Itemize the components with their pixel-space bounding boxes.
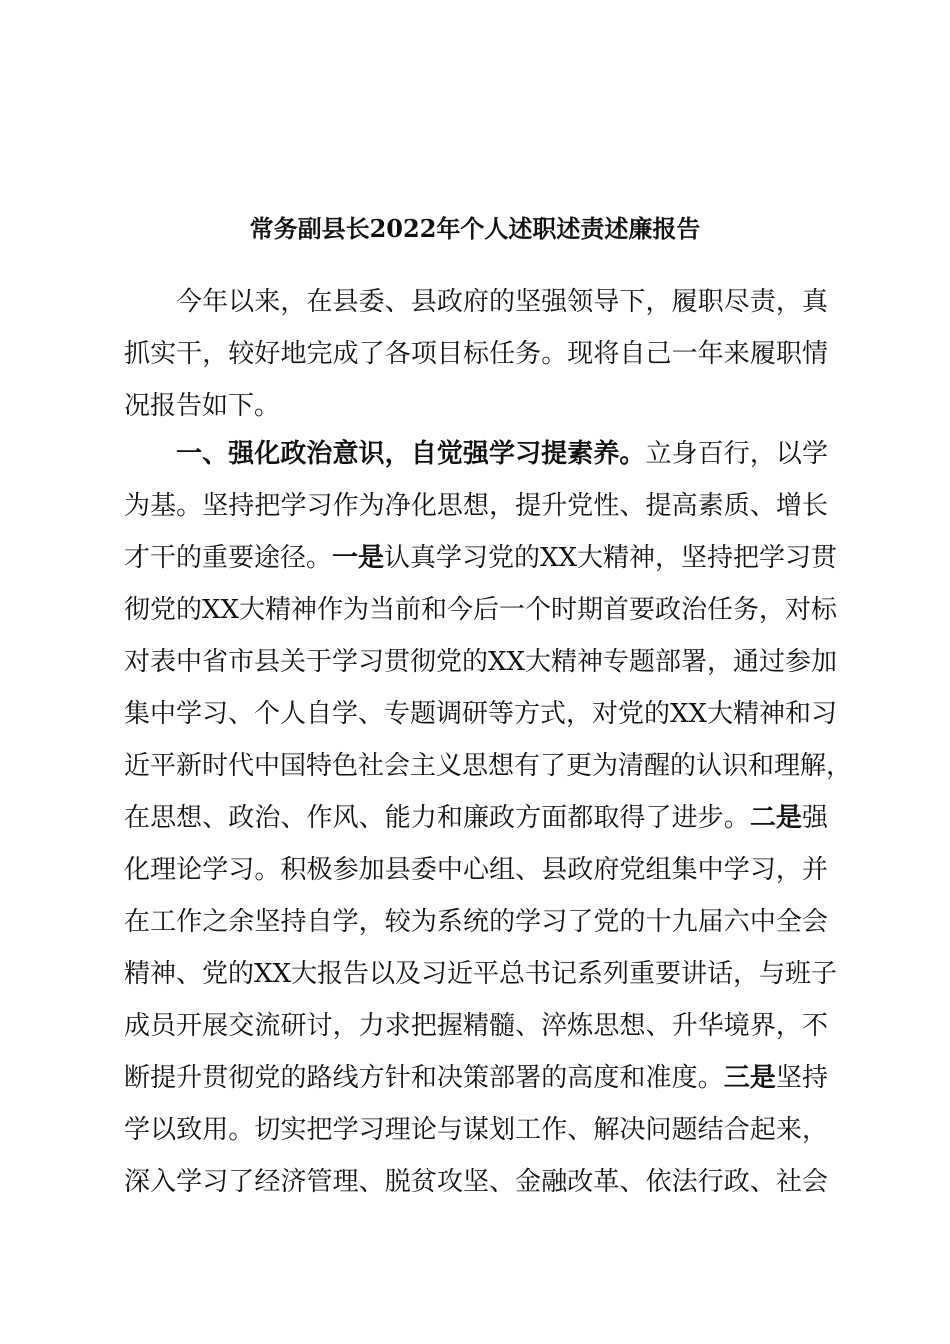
text-run: 坚持 (775, 1063, 828, 1093)
paragraph-line: 化理论学习。积极参加县委中心组、县政府党组集中学习，并 (124, 855, 828, 885)
emphasis-label: 三是 (723, 1063, 776, 1093)
paragraph-line: 成员开展交流研讨，力求把握精髓、淬炼思想、升华境界，不 (124, 1011, 828, 1041)
paragraph-line (124, 1058, 828, 1098)
paragraph-line (124, 538, 838, 578)
paragraph-line: 况报告如下。 (124, 391, 281, 421)
paragraph-line: 集中学习、个人自学、专题调研等方式，对党的XX大精神和习 (124, 699, 838, 729)
paragraph-line: 在工作之余坚持自学，较为系统的学习了党的十九届六中全会 (124, 907, 828, 937)
emphasis-label: 一是 (332, 543, 385, 573)
paragraph-line: 今年以来，在县委、县政府的坚强领导下，履职尽责，真 (176, 287, 828, 317)
paragraph-line: 对表中省市县关于学习贯彻党的XX大精神专题部署，通过参加 (124, 647, 838, 677)
text-run: 认真学习党的XX大精神，坚持把学习贯 (384, 543, 838, 573)
text-run: 断提升贯彻党的路线方针和决策部署的高度和准度。 (124, 1063, 724, 1093)
paragraph-line: 学以致用。切实把学习理论与谋划工作、解决问题结合起来， (124, 1115, 828, 1145)
paragraph-line: 近平新时代中国特色社会主义思想有了更为清醒的认识和理解， (124, 751, 853, 781)
paragraph-line: 彻党的XX大精神作为当前和今后一个时期首要政治任务，对标 (124, 595, 838, 625)
section-1-line-1 (176, 434, 828, 474)
paragraph-line: 精神、党的XX大报告以及习近平总书记系列重要讲话，与班子 (124, 959, 838, 989)
text-run: 立身百行，以学 (645, 439, 828, 469)
paragraph-line: 深入学习了经济管理、脱贫攻坚、金融改革、依法行政、社会 (124, 1167, 828, 1197)
paragraph-line: 为基。坚持把学习作为净化思想，提升党性、提高素质、增长 (124, 491, 828, 521)
emphasis-label: 二是 (749, 803, 802, 833)
text-run: 在思想、政治、作风、能力和廉政方面都取得了进步。 (124, 803, 750, 833)
paragraph-line: 抓实干，较好地完成了各项目标任务。现将自己一年来履职情 (124, 339, 828, 369)
text-run: 才干的重要途径。 (124, 543, 333, 573)
section-heading: 一、强化政治意识，自觉强学习提素养。 (176, 439, 646, 469)
text-run: 强 (801, 803, 828, 833)
paragraph-line (124, 798, 828, 838)
page-title: 常务副县长2022年个人述职述责述廉报告 (249, 214, 701, 243)
